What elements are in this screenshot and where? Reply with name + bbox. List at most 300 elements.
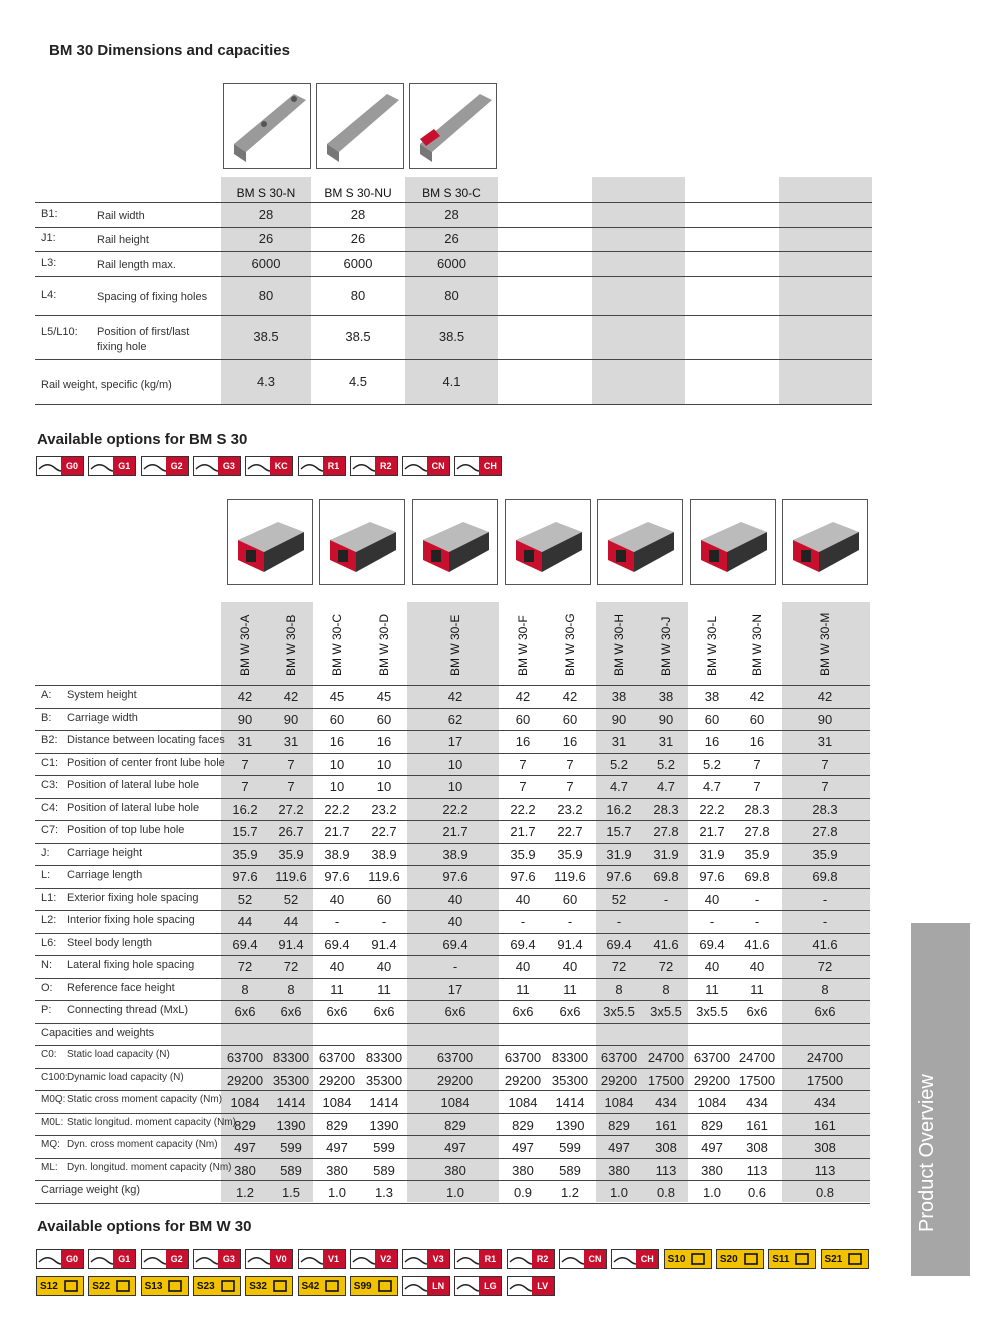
option-code: S23 [194,1277,218,1295]
cell-value: 7 [753,756,761,772]
cell-value: 1414 [555,1095,585,1110]
cell-value: 308 [814,1140,836,1155]
cell-value: 7 [566,756,574,772]
row-label: Dyn. cross moment capacity (Nm) [67,1139,218,1150]
cell-value: 69.4 [232,936,258,952]
cell-value: 69.4 [699,936,725,952]
cell-value: 17500 [738,1072,776,1088]
cell-value: 27.8 [744,824,770,839]
cell-value: 38.5 [438,329,465,344]
cell-value: 8 [241,981,249,997]
cell-value: 5.2 [609,756,629,772]
divider [35,910,870,911]
option-code: V1 [323,1250,345,1268]
option-icon [299,1250,323,1268]
cell-value: 16 [515,734,531,749]
cell-value: 7 [287,756,295,772]
row-code: A: [41,689,52,701]
row-label: Static load capacity (N) [67,1049,170,1060]
divider [35,843,870,844]
cell-value: 31 [658,734,674,749]
cell-value: 29200 [318,1072,356,1088]
cell-value: 90 [611,711,627,727]
cell-value: 6x6 [559,1004,581,1019]
cell-value: - [822,914,828,929]
row-label: Steel body length [67,936,153,949]
option-code: S13 [142,1277,166,1295]
cell-value: 90 [658,711,674,727]
cell-value: 4.7 [609,779,629,794]
cell-value: 91.4 [557,936,583,952]
cell-value: 24700 [738,1050,776,1065]
divider [35,251,872,252]
cell-value: - [663,891,669,907]
cell-value: 60 [329,711,345,727]
option-chip-r1[interactable] [454,1249,502,1269]
cell-value: 10 [447,756,463,772]
row-label: Static cross moment capacity (Nm) [67,1094,223,1105]
cell-value: 35300 [272,1072,310,1088]
cell-value: - [567,914,573,929]
option-chip-s10[interactable] [664,1249,712,1269]
side-tab-label: Product Overview [916,1074,938,1232]
cell-value: 69.8 [812,869,838,884]
option-icon [403,1250,427,1268]
cell-value: 97.6 [232,869,258,884]
row-code: J: [41,846,50,859]
divider [35,227,872,228]
cell-value: 380 [512,1162,534,1178]
option-chip-r1[interactable] [298,456,346,476]
row-code: J1: [41,232,56,244]
option-chip-g1[interactable] [88,456,136,476]
option-icon [508,1250,532,1268]
cell-value: 308 [746,1140,768,1155]
cell-value: 6x6 [373,1004,395,1019]
cell-value: 161 [814,1117,836,1133]
cell-value: 7 [821,779,829,794]
cell-value: 31.9 [606,846,632,862]
cell-value: 1.0 [445,1185,465,1200]
cell-value: 35.9 [557,846,583,862]
divider [35,404,872,405]
cell-value: 26.7 [278,824,304,839]
option-code: G2 [166,1250,188,1268]
row-label: Position of lateral lube hole [67,801,200,814]
cell-value: 11 [705,981,719,997]
option-chip-s12[interactable] [36,1276,84,1296]
option-icon [351,457,375,475]
cell-value: 69.4 [510,936,536,952]
cell-value: 35.9 [744,846,770,862]
cell-value: 22.2 [510,801,536,817]
cell-value: 6000 [251,255,281,271]
cell-value: 11 [330,981,344,997]
cell-value: 69.4 [606,936,632,952]
option-chip-g0[interactable] [36,1249,84,1269]
cell-value: 1.0 [702,1185,722,1200]
option-code: S12 [37,1277,61,1295]
cell-value: 40 [447,914,463,929]
carriage-icon [783,500,867,584]
option-code: G1 [113,457,135,475]
row-code: C7: [41,824,59,836]
cell-value: 28.3 [744,801,770,817]
option-chip-cn[interactable] [402,456,450,476]
divider [35,685,870,686]
option-chip-g3[interactable] [193,1249,241,1269]
cell-value: 22.2 [442,801,468,817]
option-chip-g2[interactable] [141,456,189,476]
divider [35,1203,870,1204]
option-code: CH [636,1250,658,1268]
option-chip-s22[interactable] [88,1276,136,1296]
row-code: L3: [41,256,57,269]
cell-value: 380 [608,1162,630,1178]
divider [35,1135,870,1136]
option-chip-ch[interactable] [611,1249,659,1269]
option-code: S10 [665,1250,689,1268]
option-code: G0 [61,457,83,475]
cell-value: 11 [516,981,530,997]
carriage-col-header: BM W 30-J [659,616,673,676]
cell-value: 63700 [693,1050,731,1065]
cell-value: 829 [701,1117,723,1133]
cell-value: 44 [283,914,299,929]
option-chip-v2[interactable] [350,1249,398,1269]
cell-value: 6x6 [280,1004,302,1019]
cell-value: 24700 [806,1050,844,1065]
option-icon [612,1250,636,1268]
row-code: B1: [41,207,58,220]
cell-value: 97.6 [510,869,536,884]
option-code: LV [532,1277,554,1295]
rail-image-nu [316,83,404,169]
row-code: O: [41,981,53,994]
cell-value: 62 [447,711,463,727]
option-chip-ch[interactable] [454,456,502,476]
carriage-col-header: BM W 30-H [612,613,626,676]
cell-value: 28 [444,206,459,222]
cell-value: 4.3 [256,373,276,389]
option-code: G3 [218,457,240,475]
cell-value: 97.6 [699,869,725,884]
option-icon [351,1250,375,1268]
cell-value: 40 [515,891,531,907]
cell-value: 52 [237,891,253,907]
option-chip-g1[interactable] [88,1249,136,1269]
cell-value: 21.7 [510,824,536,839]
option-chip-g3[interactable] [193,456,241,476]
cell-value: 72 [611,959,627,974]
option-chip-s21[interactable] [821,1249,869,1269]
cell-value: 60 [376,891,392,907]
rail-col-header: BM S 30-NU [324,186,392,200]
cell-value: 27.8 [812,824,838,839]
cell-value: 45 [376,689,392,704]
option-icon [322,1277,344,1295]
cell-value: 119.6 [554,869,586,884]
cell-value: - [381,914,387,929]
cell-value: 83300 [551,1050,589,1065]
cell-value: 1084 [508,1095,538,1110]
options-s-title: Available options for BM S 30 [37,431,248,448]
cell-value: 11 [377,981,391,997]
cell-value: 31.9 [653,846,679,862]
row-label: Position of top lube hole [67,824,185,836]
cell-value: 69.4 [324,936,350,952]
cell-value: 63700 [318,1050,356,1065]
cell-value: 3x5.5 [603,1004,635,1019]
cell-value: 91.4 [278,936,304,952]
cell-value: 21.7 [442,824,468,839]
cell-value: 38.9 [371,846,397,862]
option-chip-s11[interactable] [768,1249,816,1269]
row-label: Dyn. longitud. moment capacity (Nm) [67,1161,232,1173]
carriage-icon [413,500,497,584]
cell-value: 40 [515,959,531,974]
option-chip-v0[interactable] [245,1249,293,1269]
divider [35,1158,870,1159]
cell-value: 6000 [437,255,466,271]
divider [35,708,870,709]
cell-value: 4.5 [348,373,368,389]
cell-value: 42 [447,689,463,704]
option-icon [741,1250,763,1268]
cell-value: 29200 [226,1072,264,1088]
cell-value: 1.0 [609,1185,629,1200]
cell-value: 38.9 [442,846,468,862]
row-label: Dynamic load capacity (N) [67,1071,184,1083]
option-chip-cn[interactable] [559,1249,607,1269]
row-code: N: [41,959,52,971]
option-code: LN [427,1277,449,1295]
carriage-col-header: BM W 30-C [330,613,344,676]
carriage-image [412,499,498,585]
cell-value: - [754,891,760,907]
cell-value: 497 [608,1140,630,1155]
divider [35,820,870,821]
rail-c-icon [410,84,496,168]
cell-value: 829 [608,1117,630,1133]
option-chip-s42[interactable] [298,1276,346,1296]
cell-value: 41.6 [812,936,838,952]
carriage-image [782,499,868,585]
option-code: CN [427,457,449,475]
option-chip-r2[interactable] [507,1249,555,1269]
cell-value: 31 [283,734,299,749]
cell-value: 40 [562,959,578,974]
cell-value: 29200 [436,1072,474,1088]
option-chip-lg[interactable] [454,1276,502,1296]
option-code: S42 [299,1277,323,1295]
cell-value: - [754,914,760,929]
cell-value: 45 [329,689,345,704]
cell-value: 16.2 [232,801,258,817]
cell-value: 6x6 [444,1004,466,1019]
cell-value: 16 [376,734,392,749]
cell-value: 90 [237,711,253,727]
option-icon [218,1277,240,1295]
rail-image-n [223,83,311,169]
cell-value: 38 [611,689,627,704]
carriage-icon [598,500,682,584]
cell-value: 42 [515,689,531,704]
option-icon [403,1277,427,1295]
row-label: Interior fixing hole spacing [67,914,195,926]
cell-value: 113 [655,1162,677,1178]
option-code: G3 [218,1250,240,1268]
cell-value: 1084 [604,1095,634,1110]
cell-value: 8 [662,981,670,997]
cell-value: 40 [329,891,345,907]
option-code: CH [479,457,501,475]
cell-value: 10 [376,779,392,794]
option-code: G2 [166,457,188,475]
carriage-icon [320,500,404,584]
cell-value: 6x6 [326,1004,348,1019]
option-chip-v1[interactable] [298,1249,346,1269]
row-label: Carriage width [67,711,138,724]
option-code: S11 [769,1250,792,1268]
row-label: Spacing of fixing holes [97,290,208,303]
row-label: Rail height [97,234,149,246]
option-chip-g0[interactable] [36,456,84,476]
cell-value: 63700 [226,1050,264,1065]
carriage-image [319,499,405,585]
option-code: CN [584,1250,606,1268]
cell-value: 60 [376,711,392,727]
cell-value: 1.2 [235,1185,255,1200]
cell-value: 15.7 [606,824,632,839]
option-icon [455,457,479,475]
cell-value: - [822,891,828,907]
cell-value: 8 [287,981,295,997]
option-chip-ln[interactable] [402,1276,450,1296]
cell-value: 44 [237,914,253,929]
option-icon [299,457,323,475]
option-chip-s99[interactable] [350,1276,398,1296]
option-chip-g2[interactable] [141,1249,189,1269]
cell-value: 72 [283,959,299,974]
row-code: MQ: [41,1139,60,1150]
row-label: Exterior fixing hole spacing [67,891,199,904]
option-chip-s23[interactable] [193,1276,241,1296]
cell-value: 27.2 [278,801,304,817]
cell-value: 10 [329,756,345,772]
option-icon [246,1250,270,1268]
option-icon [113,1277,135,1295]
cell-value: 22.7 [557,824,583,839]
cell-value: 29200 [504,1072,542,1088]
option-chip-v3[interactable] [402,1249,450,1269]
cell-value: 8 [615,981,623,997]
carriage-col-header: BM W 30-E [448,614,462,676]
cell-value: 72 [658,959,674,974]
option-chip-lv[interactable] [507,1276,555,1296]
cell-value: 1.2 [560,1185,580,1200]
cell-value: 113 [814,1162,836,1178]
cell-value: 21.7 [699,824,725,839]
row-code: M0Q: [41,1094,66,1105]
cell-value: - [452,959,458,974]
cell-value: 38.5 [253,329,279,344]
row-label: Static longitud. moment capacity (Nm) [67,1116,236,1128]
cell-value: - [709,914,715,929]
cell-value: 829 [234,1117,256,1133]
cell-value: 52 [611,891,627,907]
cell-value: 10 [447,779,463,794]
option-code: R2 [532,1250,554,1268]
cell-value: 38 [704,689,720,704]
option-icon [688,1250,710,1268]
divider [35,730,870,731]
cell-value: 380 [234,1162,256,1178]
cell-value: 24700 [647,1050,685,1065]
cell-value: 38.9 [324,846,350,862]
cell-value: 119.6 [368,869,400,884]
row-code: L5/L10: [41,326,78,338]
cell-value: 11 [563,981,577,997]
cell-value: 16 [749,734,765,749]
divider [35,1090,870,1091]
cell-value: 28 [350,206,366,222]
cell-value: 4.7 [702,779,722,794]
option-code: R1 [479,1250,501,1268]
option-chip-r2[interactable] [350,456,398,476]
cell-value: 3x5.5 [650,1004,682,1019]
carriage-col-header: BM W 30-L [705,615,719,676]
carriage-icon [691,500,775,584]
cell-value: 28 [258,206,274,222]
cell-value: 83300 [365,1050,403,1065]
cell-value: 52 [283,891,299,907]
option-chip-s13[interactable] [141,1276,189,1296]
option-icon [194,457,218,475]
row-code: C0: [41,1049,57,1060]
row-label: Rail width [97,209,145,222]
cell-value: 80 [258,287,274,303]
carriage-col-header: BM W 30-A [238,614,252,676]
row-code: B: [41,711,52,724]
capacities-title: Capacities and weights [41,1026,155,1039]
row-label: fixing hole [97,341,147,353]
cell-value: 589 [373,1162,395,1178]
cell-value: 29200 [693,1072,731,1088]
row-code: C3: [41,779,59,791]
row-label: Lateral fixing hole spacing [67,959,195,971]
cell-value: 16.2 [606,801,632,817]
cell-value: 497 [326,1140,348,1155]
divider [35,798,870,799]
cell-value: 7 [753,779,761,794]
option-icon [455,1277,479,1295]
option-chip-kc[interactable] [245,456,293,476]
cell-value: 7 [519,756,527,772]
option-chip-s32[interactable] [245,1276,293,1296]
divider [35,315,872,316]
row-label: Position of first/last [97,326,190,338]
divider [35,933,870,934]
divider [35,1045,870,1046]
cell-value: 829 [512,1117,534,1133]
option-chip-s20[interactable] [716,1249,764,1269]
option-icon [270,1277,292,1295]
cell-value: 35.9 [510,846,536,862]
cell-value: 11 [750,981,764,997]
option-icon [37,1250,61,1268]
option-code: V3 [427,1250,449,1268]
